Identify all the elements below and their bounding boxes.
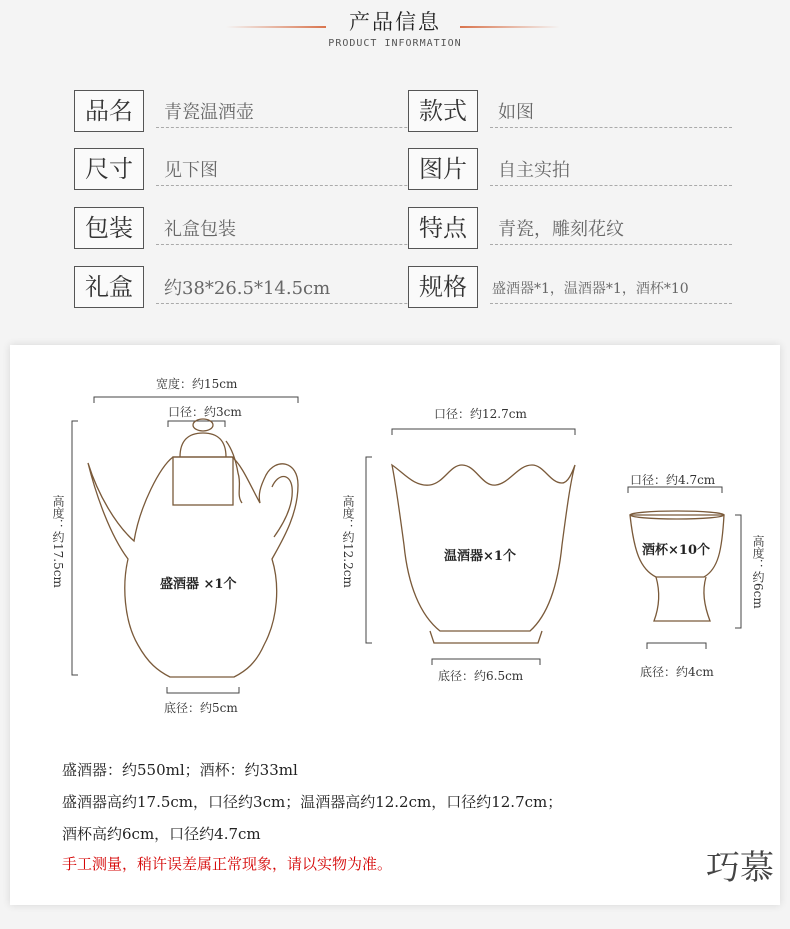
info-value: 盛酒器*1，温酒器*1，酒杯*10 <box>492 281 689 297</box>
pot-mouth-label: 口径：约3cm <box>168 405 242 419</box>
info-key: 规格 <box>408 266 478 308</box>
warmer-count-label: 温酒器×1个 <box>444 549 516 564</box>
spec-capacity: 盛酒器：约550ml；酒杯：约33ml <box>62 761 298 779</box>
dashed-line <box>490 244 732 245</box>
pot-width-label: 宽度：约15cm <box>156 377 238 391</box>
info-key: 包装 <box>74 207 144 249</box>
dimension-card <box>10 345 780 905</box>
info-value: 青瓷温酒壶 <box>164 102 254 123</box>
cup-outline <box>630 511 724 621</box>
pot-height-label: 高度：约17.5cm <box>51 495 65 588</box>
info-value: 礼盒包装 <box>164 219 236 240</box>
info-value: 如图 <box>498 102 534 123</box>
cup-base-line <box>647 643 706 649</box>
spec-dimensions: 盛酒器高约17.5cm，口径约3cm；温酒器高约12.2cm，口径约12.7cm； <box>62 793 563 811</box>
wine-pot-outline <box>88 419 298 677</box>
pot-mouth-line <box>168 421 225 427</box>
measurement-note: 手工测量，稍许误差属正常现象，请以实物为准。 <box>62 855 393 873</box>
section-header <box>0 0 790 60</box>
info-value: 约38*26.5*14.5cm <box>164 278 331 299</box>
section-subtitle: PRODUCT INFORMATION <box>328 38 462 49</box>
dimension-drawing <box>10 345 780 905</box>
pot-base-label: 底径：约5cm <box>164 701 238 715</box>
cup-base-label: 底径：约4cm <box>640 665 714 679</box>
info-value: 青瓷，雕刻花纹 <box>498 219 624 240</box>
warmer-height-line <box>366 457 372 643</box>
cup-mouth-label: 口径：约4.7cm <box>630 473 716 487</box>
warmer-mouth-label: 口径：约12.7cm <box>434 407 527 421</box>
cup-height-line <box>735 515 741 628</box>
info-value: 见下图 <box>164 160 218 181</box>
cup-count-label: 酒杯×10个 <box>642 543 710 558</box>
warmer-base-label: 底径：约6.5cm <box>438 669 524 683</box>
dashed-line <box>490 127 732 128</box>
section-title: 产品信息 <box>349 10 441 34</box>
cup-height-label: 高度：约6cm <box>751 535 765 609</box>
dashed-line <box>490 185 732 186</box>
info-key: 尺寸 <box>74 148 144 190</box>
pot-count-label: 盛酒器 ×1个 <box>160 577 237 592</box>
pot-height-line <box>72 421 78 675</box>
info-key: 图片 <box>408 148 478 190</box>
dashed-line <box>490 303 732 304</box>
warmer-height-label: 高度：约12.2cm <box>341 495 355 588</box>
info-key: 礼盒 <box>74 266 144 308</box>
info-key: 品名 <box>74 90 144 132</box>
pot-base-line <box>167 687 239 693</box>
info-key: 特点 <box>408 207 478 249</box>
spec-cup-dimensions: 酒杯高约6cm，口径约4.7cm <box>62 825 261 843</box>
brand-logo: 巧慕 <box>706 848 774 888</box>
info-key: 款式 <box>408 90 478 132</box>
header-line-right <box>460 26 560 28</box>
warmer-mouth-line <box>392 429 575 435</box>
warmer-base-line <box>432 659 540 665</box>
info-value: 自主实拍 <box>498 160 570 181</box>
